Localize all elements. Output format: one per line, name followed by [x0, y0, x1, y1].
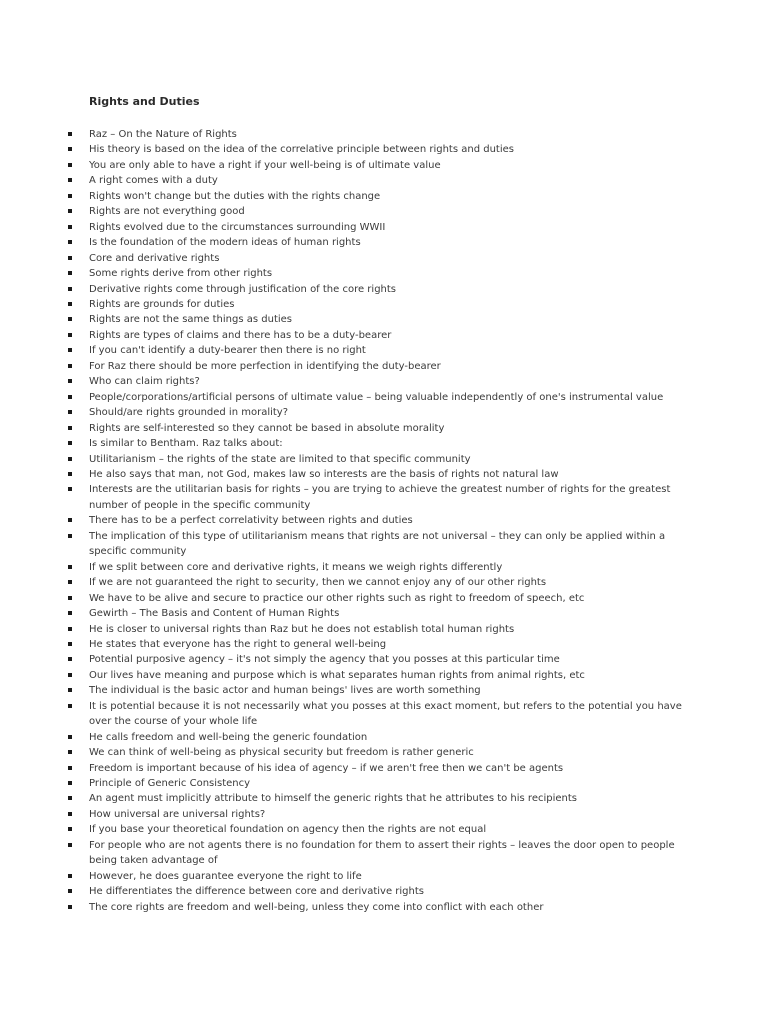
list-item — [0, 730, 689, 745]
list-item — [0, 390, 689, 405]
list-item — [0, 343, 689, 358]
list-item — [0, 158, 689, 173]
list-item — [0, 591, 689, 606]
list-item-text: If you base your theoretical foundation on agency then the rights are not equal — [89, 824, 487, 836]
list-item — [0, 467, 689, 482]
list-item-text: There has to be a perfect correlativity between rights and duties — [89, 515, 413, 527]
list-item — [0, 652, 689, 667]
square-bullet-icon — [68, 178, 72, 182]
list-item-text: You are only able to have a right if your well-being is of ultimate value — [89, 159, 441, 171]
list-item-text: Rights won't change but the duties with the rights change — [89, 190, 381, 202]
list-item — [0, 436, 689, 451]
square-bullet-icon — [68, 240, 72, 244]
list-item-text: Core and derivative rights — [89, 252, 220, 264]
list-item — [0, 405, 689, 420]
list-item — [0, 900, 689, 915]
list-item-text: His theory is based on the idea of the correlative principle between rights and duties — [89, 144, 514, 156]
list-item — [0, 869, 689, 884]
list-item-text: Rights are grounds for duties — [89, 298, 235, 310]
bullet-list — [0, 127, 768, 915]
square-bullet-icon — [68, 642, 72, 646]
list-item — [0, 575, 689, 590]
list-item-text: A right comes with a duty — [89, 175, 218, 187]
list-item — [0, 173, 689, 188]
square-bullet-icon — [68, 487, 72, 491]
square-bullet-icon — [68, 781, 72, 785]
square-bullet-icon — [68, 147, 72, 151]
square-bullet-icon — [68, 704, 72, 708]
square-bullet-icon — [68, 889, 72, 893]
list-item — [0, 220, 689, 235]
list-item-text: We can think of well-being as physical security but freedom is rather generic — [89, 747, 474, 759]
list-item-text: Who can claim rights? — [89, 376, 200, 388]
square-bullet-icon — [68, 457, 72, 461]
list-item — [0, 421, 689, 436]
square-bullet-icon — [68, 874, 72, 878]
square-bullet-icon — [68, 627, 72, 631]
list-item-text: Freedom is important because of his idea of agency – if we aren't free then we can't be agents — [89, 762, 564, 774]
square-bullet-icon — [68, 827, 72, 831]
list-item — [0, 683, 689, 698]
list-item — [0, 312, 689, 327]
list-item-text: Is the foundation of the modern ideas of human rights — [89, 237, 361, 249]
square-bullet-icon — [68, 580, 72, 584]
list-item — [0, 807, 689, 822]
list-item-text: He is closer to universal rights than Raz but he does not establish total human rights — [89, 623, 515, 635]
list-item-text: People/corporations/artificial persons of ultimate value – being valuable independently of one's instrumental value — [89, 391, 664, 403]
list-item-text: How universal are universal rights? — [89, 808, 266, 820]
list-item-text: Interests are the utilitarian basis for rights – you are trying to achieve the greatest number of rights for the greatest number of people in the specific community — [89, 484, 671, 511]
list-item — [0, 142, 689, 157]
square-bullet-icon — [68, 565, 72, 569]
list-item — [0, 606, 689, 621]
square-bullet-icon — [68, 194, 72, 198]
square-bullet-icon — [68, 132, 72, 136]
square-bullet-icon — [68, 611, 72, 615]
document-title: Rights and Duties — [89, 95, 200, 108]
list-item — [0, 668, 689, 683]
list-item-text: If we split between core and derivative rights, it means we weigh rights differently — [89, 561, 503, 573]
list-item-text: Gewirth – The Basis and Content of Human Rights — [89, 608, 340, 620]
list-item-text: However, he does guarantee everyone the right to life — [89, 870, 362, 882]
list-item — [0, 189, 689, 204]
square-bullet-icon — [68, 657, 72, 661]
square-bullet-icon — [68, 596, 72, 600]
list-item-text: If we are not guaranteed the right to security, then we cannot enjoy any of our other rights — [89, 577, 547, 589]
list-item-text: Rights are types of claims and there has to be a duty-bearer — [89, 329, 392, 341]
square-bullet-icon — [68, 472, 72, 476]
list-item — [0, 266, 689, 281]
square-bullet-icon — [68, 766, 72, 770]
list-item — [0, 884, 689, 899]
list-item — [0, 204, 689, 219]
list-item-text: He also says that man, not God, makes law so interests are the basis of rights not natural law — [89, 468, 559, 480]
list-item — [0, 359, 689, 374]
list-item-text: The implication of this type of utilitarianism means that rights are not universal – they can only be applied within a specific community — [89, 530, 666, 558]
list-item-text: He states that everyone has the right to general well-being — [89, 638, 387, 650]
list-item — [0, 374, 689, 389]
square-bullet-icon — [68, 209, 72, 213]
list-item-text: He differentiates the difference between core and derivative rights — [89, 886, 424, 898]
list-item-text: For Raz there should be more perfection in identifying the duty-bearer — [89, 360, 441, 372]
square-bullet-icon — [68, 302, 72, 306]
list-item — [0, 297, 689, 312]
list-item — [0, 452, 689, 467]
list-item — [0, 838, 689, 869]
square-bullet-icon — [68, 163, 72, 167]
square-bullet-icon — [68, 348, 72, 352]
list-item — [0, 637, 689, 652]
list-item-text: Should/are rights grounded in morality? — [89, 407, 289, 419]
square-bullet-icon — [68, 271, 72, 275]
list-item-text: It is potential because it is not necessarily what you posses at this exact moment, but refers to the potential you have over the course of your whole life — [89, 700, 682, 728]
list-item — [0, 482, 689, 513]
square-bullet-icon — [68, 735, 72, 739]
square-bullet-icon — [68, 364, 72, 368]
square-bullet-icon — [68, 317, 72, 321]
square-bullet-icon — [68, 256, 72, 260]
list-item — [0, 622, 689, 637]
list-item — [0, 776, 689, 791]
square-bullet-icon — [68, 287, 72, 291]
list-item — [0, 127, 689, 142]
list-item — [0, 251, 689, 266]
square-bullet-icon — [68, 812, 72, 816]
list-item — [0, 699, 689, 730]
list-item-text: The core rights are freedom and well-being, unless they come into conflict with each other — [89, 901, 544, 913]
list-item-text: The individual is the basic actor and human beings' lives are worth something — [89, 685, 481, 697]
list-item-text: If you can't identify a duty-bearer then there is no right — [89, 345, 366, 357]
list-item — [0, 282, 689, 297]
square-bullet-icon — [68, 673, 72, 677]
list-item — [0, 822, 689, 837]
list-item-text: Rights evolved due to the circumstances surrounding WWII — [89, 221, 386, 233]
list-item-text: Rights are not everything good — [89, 206, 245, 218]
square-bullet-icon — [68, 225, 72, 229]
square-bullet-icon — [68, 843, 72, 847]
list-item-text: Utilitarianism – the rights of the state are limited to that specific community — [89, 453, 471, 465]
square-bullet-icon — [68, 395, 72, 399]
list-item — [0, 235, 689, 250]
square-bullet-icon — [68, 441, 72, 445]
list-item — [0, 529, 689, 560]
square-bullet-icon — [68, 426, 72, 430]
list-item-text: Rights are self-interested so they cannot be based in absolute morality — [89, 422, 445, 434]
list-item-text: Rights are not the same things as duties — [89, 314, 293, 326]
list-item-text: Principle of Generic Consistency — [89, 778, 251, 790]
list-item — [0, 745, 689, 760]
list-item-text: Potential purposive agency – it's not simply the agency that you posses at this particular time — [89, 654, 560, 666]
list-item-text: Derivative rights come through justification of the core rights — [89, 283, 397, 295]
square-bullet-icon — [68, 379, 72, 383]
square-bullet-icon — [68, 688, 72, 692]
list-item-text: Raz – On the Nature of Rights — [89, 129, 237, 140]
list-item-text: Is similar to Bentham. Raz talks about: — [89, 438, 283, 450]
list-item — [0, 791, 689, 806]
square-bullet-icon — [68, 534, 72, 538]
list-item-text: Our lives have meaning and purpose which is what separates human rights from animal rights, etc — [89, 669, 585, 681]
list-item-text: An agent must implicitly attribute to himself the generic rights that he attributes to his recipients — [89, 793, 578, 805]
list-item — [0, 560, 689, 575]
list-item — [0, 761, 689, 776]
square-bullet-icon — [68, 333, 72, 337]
square-bullet-icon — [68, 796, 72, 800]
list-item-text: We have to be alive and secure to practice our other rights such as right to freedom of speech, etc — [89, 592, 585, 604]
list-item-text: For people who are not agents there is no foundation for them to assert their rights – leaves the door open to people being taken advantage of — [89, 839, 675, 867]
square-bullet-icon — [68, 410, 72, 414]
square-bullet-icon — [68, 905, 72, 909]
square-bullet-icon — [68, 750, 72, 754]
list-item-text: He calls freedom and well-being the generic foundation — [89, 731, 368, 743]
square-bullet-icon — [68, 518, 72, 522]
list-item-text: Some rights derive from other rights — [89, 268, 273, 280]
list-item — [0, 328, 689, 343]
list-item — [0, 513, 689, 528]
